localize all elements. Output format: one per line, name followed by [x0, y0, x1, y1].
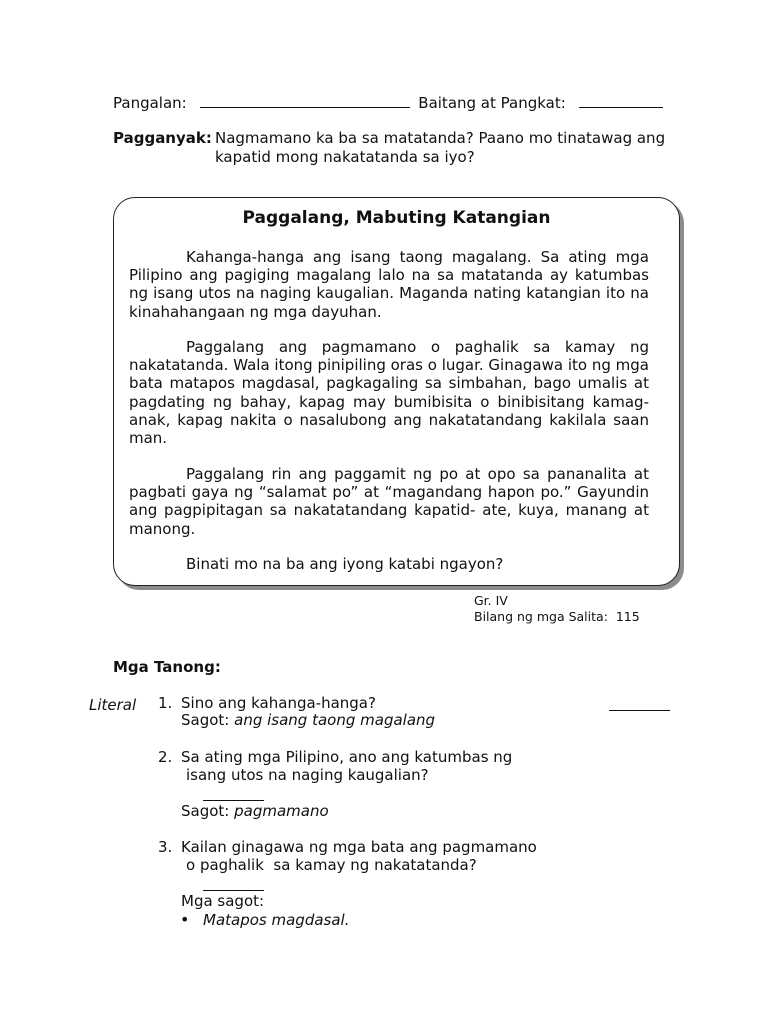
question-3-score-blank[interactable] [203, 876, 264, 891]
question-2-number: 2. [158, 748, 173, 766]
question-1-text: Sino ang kahanga-hanga? [181, 694, 376, 712]
motivation-label: Pagganyak: [113, 129, 212, 147]
motivation-line-2: kapatid mong nakatatanda sa iyo? [215, 148, 475, 166]
story-paragraph-1: Kahanga-hanga ang isang taong magalang. Sa ating mga Pilipino ang pagiging magalang lalo na sa matatanda ay katumbas ng isang utos na naging kaugalian. Maganda nating katangian ito na kinahahangaan ng mga dayuhan. [129, 248, 649, 321]
grade-blank[interactable] [579, 93, 663, 108]
story-paragraph-2: Paggalang ang pagmamano o paghalik sa kamay ng nakatatanda. Wala itong pinipiling oras o lugar. Ginagawa ito ng mga bata matapos magdasal, pagkagaling sa simbahan, bago umalis at pagdating ng bahay, kapag may bumibisita o binibisitang kamag-anak, kapag nakita o nasalubong ang nakatatandang kakilala saan man. [129, 338, 649, 448]
question-1-number: 1. [158, 694, 173, 712]
question-3-text-2: o paghalik sa kamay ng nakatatanda? [186, 856, 477, 874]
question-1-score-blank[interactable] [609, 696, 670, 711]
name-blank[interactable] [200, 93, 410, 108]
name-label: Pangalan: [113, 94, 187, 112]
question-1-answer: ang isang taong magalang [234, 711, 436, 729]
grade-level: Gr. IV [474, 593, 508, 608]
question-3-number: 3. [158, 838, 173, 856]
question-category: Literal [89, 696, 137, 714]
word-count: Bilang ng mga Salita: 115 [474, 609, 640, 624]
question-2-score-blank[interactable] [203, 786, 264, 801]
question-2-answer-label: Sagot: [181, 802, 230, 820]
question-1-answer-row [181, 711, 435, 729]
grade-label: Baitang at Pangkat: [418, 94, 566, 112]
question-3-answer: Matapos magdasal. [203, 911, 350, 929]
name-row [113, 93, 663, 112]
question-2-answer: pagmamano [234, 802, 329, 820]
story-paragraph-4: Binati mo na ba ang iyong katabi ngayon? [186, 555, 504, 573]
motivation-line-1: Nagmamano ka ba sa matatanda? Paano mo tinatawag ang [215, 129, 666, 147]
story-box [113, 197, 680, 586]
question-2-text-2: isang utos na naging kaugalian? [186, 766, 429, 784]
story-title: Paggalang, Mabuting Katangian [242, 208, 551, 228]
question-3-answer-label: Mga sagot: [181, 892, 265, 910]
story-paragraph-3: Paggalang rin ang paggamit ng po at opo sa pananalita at pagbati gaya ng “salamat po” at “magandang hapon po.” Gayundin ang pagpipitagan sa nakatatandang kapatid- ate, kuya, manang at manong. [129, 465, 649, 538]
question-2-text-1: Sa ating mga Pilipino, ano ang katumbas ng [181, 748, 513, 766]
question-1-answer-label: Sagot: [181, 711, 230, 729]
questions-heading: Mga Tanong: [113, 658, 221, 676]
question-3-text-1: Kailan ginagawa ng mga bata ang pagmamano [181, 838, 537, 856]
question-2-answer-row [181, 802, 329, 820]
question-3-bullet: • [180, 910, 190, 929]
